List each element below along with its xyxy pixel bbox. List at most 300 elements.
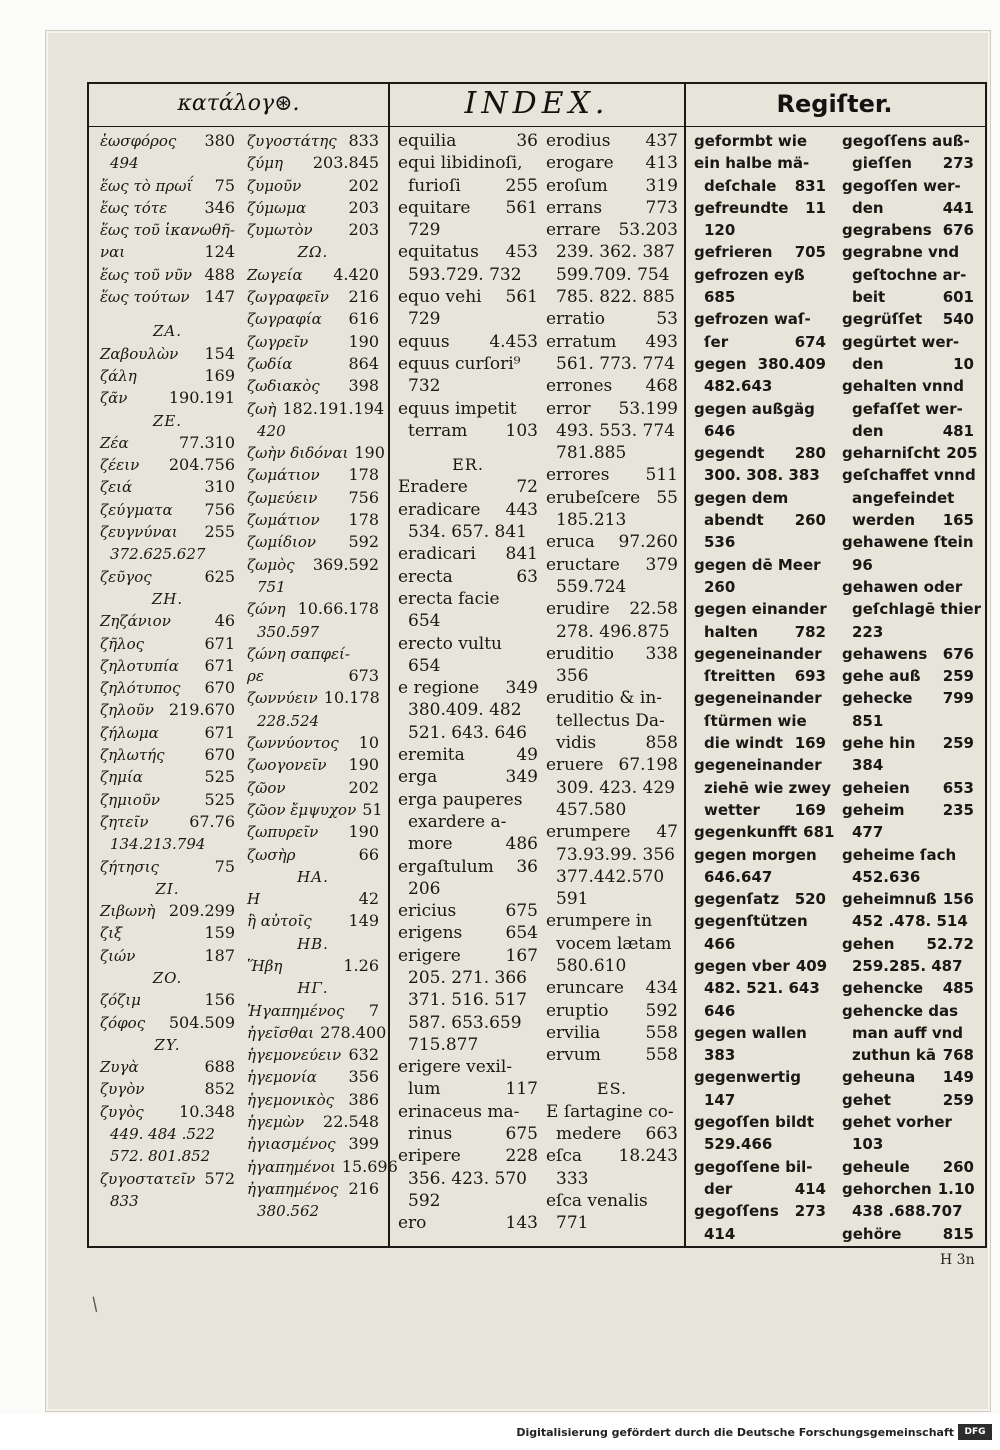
index-entry bbox=[100, 521, 235, 543]
entry-pages: 434 bbox=[645, 978, 678, 999]
entry-term: ſtürmen wie bbox=[704, 711, 807, 730]
index-entry bbox=[247, 464, 379, 486]
index-entry bbox=[247, 398, 385, 420]
entry-term: Ζέα bbox=[100, 433, 129, 452]
entry-term: gehawen oder bbox=[842, 577, 963, 596]
entry-term: 356. 423. 570 bbox=[408, 1168, 527, 1189]
entry-pages: 852 bbox=[204, 1079, 235, 1099]
index-entry bbox=[694, 152, 826, 174]
index-entry bbox=[398, 744, 538, 766]
entry-term: gieſſen bbox=[852, 154, 912, 173]
entry-pages: 169 bbox=[794, 734, 826, 753]
entry-pages: 380.409 bbox=[757, 354, 826, 373]
entry-pages: 156 bbox=[942, 890, 974, 909]
entry-pages: 190 bbox=[348, 822, 379, 842]
index-entry bbox=[398, 398, 538, 420]
index-entry bbox=[842, 1000, 974, 1022]
entry-term: ἕως τότε bbox=[100, 198, 168, 217]
entry-term: vocem lætam bbox=[556, 933, 672, 954]
entry-term: ἡγεμὼν bbox=[247, 1113, 305, 1132]
index-entry bbox=[398, 375, 538, 397]
entry-term: ζωπυρεῖν bbox=[247, 823, 319, 842]
index-entry bbox=[694, 598, 826, 620]
entry-term: ζεῦγος bbox=[100, 567, 152, 586]
index-entry bbox=[546, 1123, 678, 1145]
entry-pages: 67.198 bbox=[618, 755, 678, 776]
entry-term: ero bbox=[398, 1213, 427, 1234]
entry-pages: 675 bbox=[505, 1124, 538, 1145]
entry-pages: 625 bbox=[204, 566, 235, 586]
index-entry bbox=[694, 977, 826, 999]
entry-term: errare bbox=[546, 220, 601, 241]
index-entry bbox=[247, 955, 379, 977]
header-greek: κατάλογ⊛. bbox=[177, 91, 300, 116]
entry-pages: 693 bbox=[794, 667, 826, 686]
entry-term: gehawens bbox=[842, 644, 928, 663]
entry-term: ζωγραφεῖν bbox=[247, 288, 329, 307]
index-entry bbox=[100, 610, 235, 632]
entry-term: eradicari bbox=[398, 544, 476, 565]
index-entry bbox=[398, 420, 538, 442]
index-entry bbox=[546, 554, 678, 576]
entry-pages: 572 bbox=[204, 1168, 235, 1188]
entry-pages: 688 bbox=[204, 1057, 235, 1077]
index-entry bbox=[842, 375, 974, 397]
entry-pages: 165 bbox=[942, 511, 974, 530]
entry-term: gefaſſet wer- bbox=[852, 399, 963, 418]
entry-pages: 259 bbox=[942, 734, 974, 753]
german-column-2 bbox=[842, 130, 981, 1245]
index-entry bbox=[247, 531, 379, 553]
index-entry bbox=[100, 677, 235, 699]
index-entry bbox=[100, 633, 235, 655]
index-entry bbox=[247, 821, 379, 843]
index-entry bbox=[546, 420, 678, 442]
index-entry bbox=[694, 286, 826, 308]
index-entry bbox=[842, 665, 974, 687]
entry-term: equi libidinoſi, bbox=[398, 153, 523, 174]
index-entry bbox=[546, 621, 678, 643]
index-entry bbox=[100, 566, 235, 588]
entry-pages: 654 bbox=[505, 923, 538, 944]
entry-term: Eradere bbox=[398, 477, 468, 498]
index-entry bbox=[842, 888, 974, 910]
entry-term: equilia bbox=[398, 131, 457, 151]
entry-term: ſer bbox=[704, 332, 729, 351]
index-entry bbox=[398, 286, 538, 308]
index-entry bbox=[694, 821, 835, 843]
entry-term: HA. bbox=[297, 867, 329, 886]
index-entry bbox=[398, 175, 538, 197]
entry-term: 371. 516. 517 bbox=[408, 990, 527, 1011]
entry-term: ἠγεῖσθαι bbox=[247, 1023, 315, 1042]
index-entry bbox=[842, 1066, 974, 1088]
entry-term: erga pauperes bbox=[398, 789, 523, 810]
entry-term: ζήτησις bbox=[100, 857, 159, 876]
index-entry bbox=[842, 621, 974, 643]
entry-term: gegrabne vnd bbox=[842, 243, 960, 262]
index-entry bbox=[247, 687, 379, 709]
entry-term: eruca bbox=[546, 532, 595, 553]
entry-term: gegen dē Meer bbox=[694, 555, 821, 574]
entry-term: ἠγαπημένος bbox=[247, 1179, 339, 1198]
entry-pages: 525 bbox=[204, 789, 235, 809]
entry-pages: 356 bbox=[348, 1067, 379, 1087]
index-entry bbox=[546, 754, 678, 776]
entry-pages: 670 bbox=[204, 678, 235, 698]
index-entry bbox=[100, 989, 235, 1011]
entry-pages: 485 bbox=[942, 979, 974, 998]
entry-term: ἑωσφόρος bbox=[100, 132, 177, 150]
entry-pages: 481 bbox=[942, 421, 974, 440]
entry-term: gehet vorher bbox=[842, 1113, 952, 1132]
index-entry bbox=[398, 677, 538, 699]
index-entry bbox=[398, 655, 538, 677]
entry-term: erga bbox=[398, 767, 438, 788]
entry-term: erudire bbox=[546, 599, 610, 620]
index-entry bbox=[247, 175, 379, 197]
index-entry bbox=[694, 1200, 826, 1222]
index-entry bbox=[398, 1190, 538, 1212]
entry-pages: 149 bbox=[942, 1068, 974, 1087]
divider-right bbox=[684, 82, 686, 1246]
entry-term: 477 bbox=[852, 823, 884, 842]
entry-term: error bbox=[546, 398, 591, 419]
entry-term: ſtreitten bbox=[704, 667, 776, 686]
index-entry bbox=[247, 1178, 379, 1200]
entry-term: gegenſatz bbox=[694, 890, 780, 909]
section-heading bbox=[247, 977, 379, 999]
entry-term: ζώνη σαπφεί- bbox=[247, 644, 350, 663]
entry-term: den bbox=[852, 421, 884, 440]
entry-pages: 520 bbox=[794, 890, 826, 909]
index-entry bbox=[694, 175, 826, 197]
entry-term: werden bbox=[852, 511, 916, 530]
entry-term: equus bbox=[398, 331, 450, 352]
index-entry bbox=[842, 732, 974, 754]
entry-term: geheimnuß bbox=[842, 890, 937, 909]
entry-term: erecto vultu bbox=[398, 633, 503, 654]
index-entry bbox=[100, 286, 235, 308]
entry-term: 536 bbox=[704, 533, 736, 552]
index-entry bbox=[398, 264, 538, 286]
index-entry bbox=[247, 152, 379, 174]
entry-term: ζυγὸς bbox=[100, 1102, 144, 1121]
index-entry bbox=[100, 454, 235, 476]
header-german: Regiſter. bbox=[776, 90, 893, 118]
entry-pages: 561 bbox=[505, 287, 538, 308]
index-entry bbox=[694, 576, 826, 598]
index-entry bbox=[842, 643, 974, 665]
index-entry bbox=[247, 754, 379, 776]
entry-term: ζειά bbox=[100, 478, 133, 497]
entry-term: 414 bbox=[704, 1224, 736, 1243]
entry-term: equitatus bbox=[398, 242, 479, 263]
entry-pages: 511 bbox=[645, 465, 678, 486]
index-entry bbox=[546, 777, 678, 799]
section-heading bbox=[100, 878, 235, 900]
index-entry bbox=[100, 365, 235, 387]
index-entry bbox=[247, 331, 379, 353]
index-entry bbox=[842, 933, 974, 955]
entry-pages: 386 bbox=[348, 1089, 379, 1109]
index-entry bbox=[100, 1145, 235, 1167]
index-entry bbox=[694, 1022, 826, 1044]
index-entry bbox=[694, 420, 826, 442]
entry-term: ζῆλος bbox=[100, 634, 145, 653]
entry-pages: 488 bbox=[204, 264, 235, 284]
index-entry bbox=[842, 687, 974, 709]
entry-pages: 216 bbox=[348, 1178, 379, 1198]
index-entry bbox=[100, 1012, 235, 1034]
index-entry bbox=[247, 130, 379, 152]
index-entry bbox=[694, 130, 826, 152]
index-entry bbox=[247, 1156, 398, 1178]
entry-term: Ἥβη bbox=[247, 956, 283, 975]
entry-pages: 540 bbox=[942, 310, 974, 329]
entry-pages: 97.260 bbox=[618, 532, 678, 553]
entry-term: medere bbox=[556, 1124, 622, 1145]
entry-term: eruncare bbox=[546, 978, 624, 999]
entry-term: 572. 801.852 bbox=[110, 1147, 211, 1166]
entry-term: erodius bbox=[546, 131, 611, 151]
index-entry bbox=[398, 1012, 538, 1034]
entry-term: ζώνη bbox=[247, 600, 286, 619]
index-entry bbox=[842, 1089, 974, 1111]
entry-term: eruditio & in- bbox=[546, 688, 663, 709]
entry-term: die windt bbox=[704, 734, 783, 753]
index-entry bbox=[842, 844, 974, 866]
entry-term: ἕως τούτων bbox=[100, 288, 190, 307]
entry-pages: 369.592 bbox=[312, 554, 379, 574]
entry-term: den bbox=[852, 198, 884, 217]
index-entry bbox=[694, 464, 826, 486]
entry-pages: 409 bbox=[795, 956, 828, 975]
entry-pages: 190 bbox=[348, 331, 379, 351]
entry-pages: 216 bbox=[348, 287, 379, 307]
entry-term: HΓ. bbox=[297, 979, 329, 998]
german-column-1 bbox=[694, 130, 835, 1245]
index-entry bbox=[100, 1190, 235, 1212]
index-entry bbox=[842, 152, 974, 174]
index-entry bbox=[842, 130, 974, 152]
index-entry bbox=[694, 197, 826, 219]
index-entry bbox=[398, 811, 538, 833]
entry-term: 206 bbox=[408, 878, 441, 899]
index-entry bbox=[398, 1145, 538, 1167]
index-entry bbox=[247, 844, 379, 866]
entry-term: 729 bbox=[408, 309, 441, 330]
entry-term: gegürtet wer- bbox=[842, 332, 960, 351]
entry-pages: 653 bbox=[942, 778, 974, 797]
entry-term: tellectus Da- bbox=[556, 710, 665, 731]
entry-term: gehecke bbox=[842, 689, 913, 708]
entry-term: eſca bbox=[546, 1146, 583, 1167]
entry-term: den bbox=[852, 354, 884, 373]
index-entry bbox=[546, 197, 678, 219]
entry-pages: 561 bbox=[505, 197, 538, 218]
entry-term: ζυγοστάτης bbox=[247, 132, 337, 150]
entry-term: gehorchen bbox=[842, 1179, 932, 1198]
index-entry bbox=[694, 1044, 826, 1066]
index-entry bbox=[398, 588, 538, 610]
index-entry bbox=[546, 710, 678, 732]
entry-pages: 228 bbox=[505, 1146, 538, 1167]
entry-term: ζωδία bbox=[247, 354, 293, 373]
index-entry bbox=[842, 487, 974, 509]
entry-term: der bbox=[704, 1179, 733, 1198]
entry-pages: 799 bbox=[942, 689, 974, 708]
index-entry bbox=[100, 811, 235, 833]
entry-term: erecta facie bbox=[398, 588, 500, 609]
index-entry bbox=[694, 687, 826, 709]
index-entry bbox=[398, 722, 538, 744]
entry-term: 452 .478. 514 bbox=[852, 912, 968, 931]
entry-term: 685 bbox=[704, 288, 736, 307]
entry-term: Ζιβωνὴ bbox=[100, 902, 156, 921]
index-entry bbox=[100, 499, 235, 521]
entry-term: e regione bbox=[398, 678, 480, 699]
index-entry bbox=[247, 1111, 379, 1133]
index-entry bbox=[247, 197, 379, 219]
index-entry bbox=[546, 643, 678, 665]
entry-pages: 75 bbox=[214, 856, 235, 876]
index-entry bbox=[546, 665, 678, 687]
index-entry bbox=[546, 866, 678, 888]
entry-pages: 182.191.194 bbox=[282, 398, 385, 418]
index-entry bbox=[247, 1022, 387, 1044]
index-entry bbox=[694, 866, 826, 888]
index-entry bbox=[842, 398, 974, 420]
entry-term: 593.729. 732 bbox=[408, 264, 522, 285]
entry-pages: 674 bbox=[794, 332, 826, 351]
entry-pages: 504.509 bbox=[168, 1012, 235, 1032]
entry-term: ζωννύοντος bbox=[247, 734, 339, 753]
index-entry bbox=[694, 955, 826, 977]
entry-pages: 149 bbox=[348, 911, 379, 931]
entry-pages: 486 bbox=[505, 834, 538, 855]
index-entry bbox=[546, 353, 678, 375]
entry-pages: 278.400 bbox=[320, 1022, 387, 1042]
entry-pages: 22.548 bbox=[323, 1112, 379, 1132]
entry-term: gehet bbox=[842, 1090, 891, 1109]
entry-term: ζεύγματα bbox=[100, 500, 173, 519]
entry-term: gehe auß bbox=[842, 667, 921, 686]
entry-pages: 190 bbox=[354, 443, 385, 463]
entry-term: man auff vnd bbox=[852, 1023, 964, 1042]
index-entry bbox=[546, 509, 678, 531]
index-entry bbox=[842, 197, 974, 219]
entry-pages: 203 bbox=[348, 197, 379, 217]
entry-term: gehencke bbox=[842, 979, 924, 998]
entry-term: geheien bbox=[842, 778, 910, 797]
entry-term: ναι bbox=[100, 243, 126, 262]
entry-pages: 592 bbox=[348, 532, 379, 552]
entry-term: 239. 362. 387 bbox=[556, 242, 675, 263]
entry-term: errores bbox=[546, 465, 610, 486]
index-entry bbox=[546, 130, 678, 152]
section-heading bbox=[546, 1078, 678, 1100]
entry-pages: 601 bbox=[942, 288, 974, 307]
entry-pages: 178 bbox=[348, 465, 379, 485]
entry-term: ζωμίδιον bbox=[247, 533, 317, 552]
index-entry bbox=[842, 420, 974, 442]
index-entry bbox=[247, 442, 385, 464]
index-entry bbox=[247, 420, 379, 442]
entry-pages: 10 bbox=[953, 354, 974, 373]
entry-pages: 154 bbox=[204, 343, 235, 363]
entry-term: rinus bbox=[408, 1124, 453, 1145]
latin-column-1 bbox=[398, 130, 538, 1235]
entry-term: Ζαβουλὼν bbox=[100, 344, 179, 363]
index-entry bbox=[694, 375, 826, 397]
entry-pages: 437 bbox=[645, 131, 678, 151]
entry-term: ζυμοῦν bbox=[247, 176, 302, 195]
entry-pages: 187 bbox=[204, 945, 235, 965]
index-entry bbox=[694, 643, 826, 665]
index-entry bbox=[546, 487, 678, 509]
entry-term: ζήλωμα bbox=[100, 723, 159, 742]
index-entry bbox=[546, 576, 678, 598]
entry-pages: 1.26 bbox=[343, 955, 379, 975]
entry-pages: 159 bbox=[204, 923, 235, 943]
entry-term: 205. 271. 366 bbox=[408, 967, 527, 988]
entry-pages: 676 bbox=[942, 221, 974, 240]
entry-term: terram bbox=[408, 420, 468, 441]
entry-term: 646 bbox=[704, 1001, 736, 1020]
entry-term: geheim bbox=[842, 800, 905, 819]
entry-term: ER. bbox=[452, 455, 484, 475]
entry-term: ζημία bbox=[100, 768, 143, 787]
entry-term: ZI. bbox=[155, 879, 180, 898]
index-entry bbox=[694, 264, 826, 286]
section-heading bbox=[100, 410, 235, 432]
entry-pages: 53.199 bbox=[618, 398, 678, 419]
entry-term: erigere bbox=[398, 945, 461, 966]
entry-pages: 169 bbox=[794, 800, 826, 819]
entry-term: furioſi bbox=[408, 175, 461, 196]
entry-term: 561. 773. 774 bbox=[556, 353, 675, 374]
section-heading bbox=[247, 933, 379, 955]
index-entry bbox=[247, 487, 379, 509]
entry-pages: 7 bbox=[368, 1000, 379, 1020]
entry-term: 134.213.794 bbox=[110, 835, 206, 854]
entry-pages: 209.299 bbox=[168, 901, 235, 921]
entry-term: gegenkunfft bbox=[694, 823, 798, 842]
entry-term: 494 bbox=[110, 154, 139, 173]
section-heading bbox=[247, 866, 379, 888]
entry-pages: 399 bbox=[348, 1134, 379, 1154]
entry-term: ζωμεύειν bbox=[247, 488, 318, 507]
entry-term: erratio bbox=[546, 309, 605, 330]
index-entry bbox=[842, 175, 974, 197]
entry-pages: 864 bbox=[348, 353, 379, 373]
entry-pages: 51 bbox=[362, 799, 383, 819]
section-heading bbox=[100, 588, 235, 610]
entry-term: ζητεῖν bbox=[100, 812, 149, 831]
entry-term: 729 bbox=[408, 220, 441, 241]
entry-pages: 338 bbox=[645, 643, 678, 664]
entry-term: ZA. bbox=[152, 322, 183, 341]
entry-term: gegen wallen bbox=[694, 1023, 807, 1042]
index-entry bbox=[546, 844, 678, 866]
index-entry bbox=[100, 219, 235, 241]
header-rule bbox=[87, 126, 985, 127]
entry-pages: 203 bbox=[348, 220, 379, 240]
index-entry bbox=[694, 1156, 826, 1178]
entry-term: ἕως τοῦ νῦν bbox=[100, 265, 193, 284]
entry-term: gefrozen waſ- bbox=[694, 310, 811, 329]
